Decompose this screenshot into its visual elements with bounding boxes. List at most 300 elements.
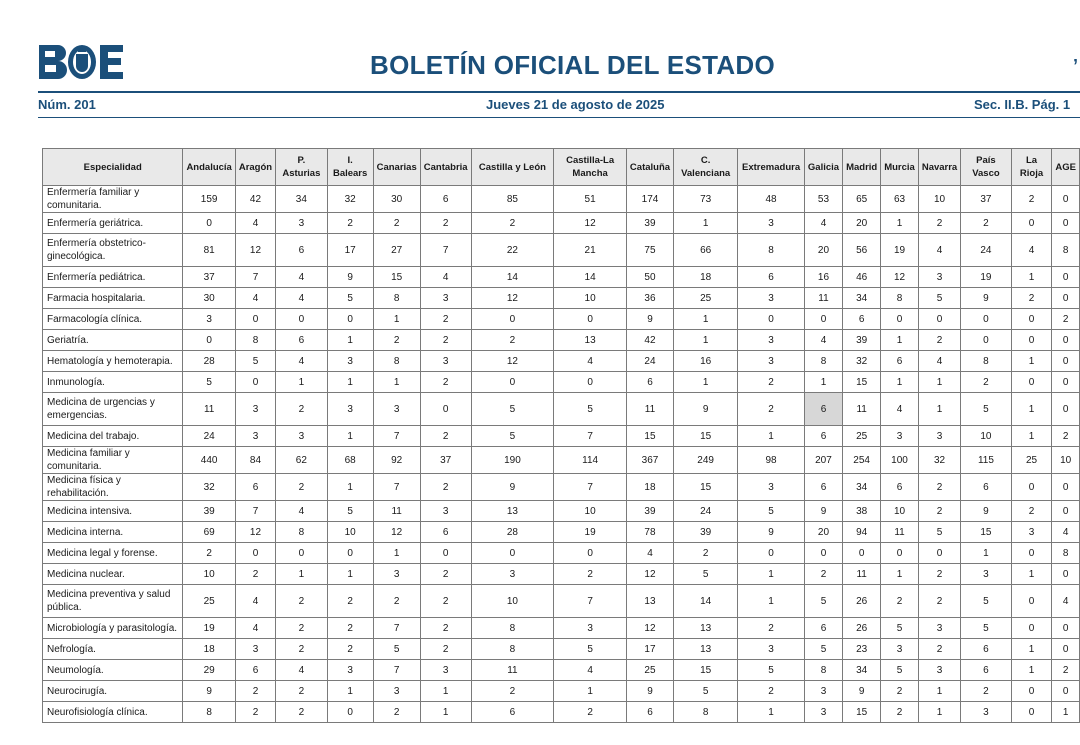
table-cell: 2 [1011,501,1052,522]
table-cell: 68 [327,447,373,474]
table-cell: 32 [327,186,373,213]
table-cell: 19 [961,267,1011,288]
table-cell: 9 [738,522,805,543]
table-cell: 9 [626,309,673,330]
table-cell: 4 [918,351,960,372]
table-cell: 1 [1011,660,1052,681]
table-cell: 2 [918,213,960,234]
table-cell: 1 [738,426,805,447]
table-cell: 3 [420,351,471,372]
table-cell: 9 [961,501,1011,522]
table-cell: 3 [1011,522,1052,543]
table-cell: 115 [961,447,1011,474]
table-cell: 78 [626,522,673,543]
table-cell: 0 [420,393,471,426]
table-cell: 440 [183,447,235,474]
table-cell: 11 [843,393,881,426]
table-cell: 7 [235,501,275,522]
table-cell: 0 [235,543,275,564]
table-cell: 75 [626,234,673,267]
table-cell: 1 [918,702,960,723]
table-cell: 8 [471,618,554,639]
table-cell: 13 [674,618,738,639]
table-cell: 5 [961,618,1011,639]
specialties-table [42,148,1080,723]
table-row [43,522,1080,543]
table-cell: 8 [471,639,554,660]
table-header [43,149,1080,186]
table-cell: 0 [554,543,627,564]
table-cell: 9 [471,474,554,501]
table-cell: 6 [738,267,805,288]
table-cell: 0 [1052,501,1080,522]
table-cell: 42 [626,330,673,351]
table-cell: 2 [276,393,328,426]
table-cell: 1 [918,372,960,393]
table-cell: 6 [961,660,1011,681]
specialty-name: Farmacología clínica. [43,309,183,330]
table-cell: 1 [738,585,805,618]
table-cell: 5 [881,618,919,639]
table-cell: 5 [373,639,420,660]
table-cell: 1 [918,681,960,702]
table-cell: 0 [327,543,373,564]
table-cell: 0 [276,543,328,564]
table-cell: 7 [554,426,627,447]
table-cell: 8 [674,702,738,723]
column-header: Madrid [843,149,881,186]
table-cell: 1 [327,330,373,351]
table-cell: 3 [881,639,919,660]
table-cell: 4 [804,330,842,351]
table-cell: 7 [420,234,471,267]
table-cell: 3 [804,681,842,702]
table-cell: 1 [1011,351,1052,372]
table-cell: 0 [420,543,471,564]
specialty-name: Medicina del trabajo. [43,426,183,447]
table-cell: 23 [843,639,881,660]
table-cell: 4 [276,660,328,681]
specialty-name: Neurofisiología clínica. [43,702,183,723]
table-cell: 1 [373,372,420,393]
table-cell: 13 [626,585,673,618]
table-cell: 1 [674,330,738,351]
table-cell: 0 [235,309,275,330]
table-cell: 2 [276,474,328,501]
table-cell: 13 [674,639,738,660]
table-row [43,501,1080,522]
table-cell: 34 [276,186,328,213]
specialty-name: Hematología y hemoterapia. [43,351,183,372]
specialty-name: Geriatría. [43,330,183,351]
table-cell: 5 [554,639,627,660]
table-cell: 12 [554,213,627,234]
table-cell: 3 [420,660,471,681]
table-cell: 30 [183,288,235,309]
table-cell: 2 [918,639,960,660]
table-cell: 1 [1011,564,1052,585]
table-cell: 0 [1052,288,1080,309]
table-cell: 24 [961,234,1011,267]
table-cell: 3 [918,618,960,639]
table-cell: 0 [738,543,805,564]
table-cell: 73 [674,186,738,213]
table-cell: 0 [918,543,960,564]
table-cell: 18 [183,639,235,660]
table-cell: 28 [471,522,554,543]
table-cell: 0 [1011,681,1052,702]
table-cell: 0 [881,309,919,330]
table-cell: 2 [738,372,805,393]
table-cell: 4 [626,543,673,564]
table-row [43,309,1080,330]
table-cell: 207 [804,447,842,474]
table-cell: 3 [804,702,842,723]
table-cell: 3 [276,426,328,447]
specialty-name: Medicina preventiva y salud pública. [43,585,183,618]
table-cell: 32 [843,351,881,372]
table-cell: 0 [471,309,554,330]
table-cell: 4 [554,660,627,681]
table-cell: 3 [471,564,554,585]
table-cell: 3 [327,393,373,426]
table-cell: 5 [674,564,738,585]
table-cell: 0 [327,702,373,723]
table-cell: 1 [738,564,805,585]
table-cell: 5 [918,288,960,309]
table-cell: 2 [276,681,328,702]
table-cell: 18 [674,267,738,288]
table-cell: 6 [804,474,842,501]
table-cell: 2 [183,543,235,564]
column-header: Andalucía [183,149,235,186]
table-cell: 2 [554,702,627,723]
table-cell: 1 [327,426,373,447]
table-cell: 2 [961,213,1011,234]
table-cell: 5 [183,372,235,393]
table-cell: 8 [961,351,1011,372]
table-cell: 114 [554,447,627,474]
column-header: P. Asturias [276,149,328,186]
table-cell: 4 [554,351,627,372]
specialty-name: Medicina nuclear. [43,564,183,585]
table-cell: 2 [420,309,471,330]
table-cell: 4 [1011,234,1052,267]
table-cell: 9 [843,681,881,702]
table-cell: 39 [183,501,235,522]
table-cell: 1 [420,681,471,702]
table-cell: 13 [471,501,554,522]
table-cell: 25 [183,585,235,618]
table-cell: 2 [420,474,471,501]
table-cell: 2 [918,474,960,501]
table-cell: 2 [327,639,373,660]
table-cell: 2 [1052,426,1080,447]
table-cell: 84 [235,447,275,474]
table-cell: 38 [843,501,881,522]
table-cell: 5 [327,501,373,522]
table-cell: 2 [961,372,1011,393]
specialty-name: Enfermería familiar y comunitaria. [43,186,183,213]
table-cell: 0 [1011,618,1052,639]
table-cell: 1 [1011,267,1052,288]
specialty-name: Inmunología. [43,372,183,393]
table-cell: 94 [843,522,881,543]
table-cell: 1 [881,213,919,234]
table-cell: 6 [471,702,554,723]
table-cell: 14 [674,585,738,618]
table-cell: 3 [235,639,275,660]
specialty-name: Medicina intensiva. [43,501,183,522]
table-cell: 0 [961,309,1011,330]
table-cell: 15 [961,522,1011,543]
table-cell: 8 [1052,234,1080,267]
table-cell: 11 [183,393,235,426]
table-cell: 12 [471,288,554,309]
table-cell: 65 [843,186,881,213]
table-cell: 5 [961,585,1011,618]
table-cell: 6 [843,309,881,330]
table-cell: 13 [554,330,627,351]
table-cell: 15 [674,474,738,501]
table-row [43,330,1080,351]
table-cell: 0 [1011,330,1052,351]
table-cell: 1 [881,372,919,393]
table-cell: 66 [674,234,738,267]
column-header: C. Valenciana [674,149,738,186]
table-row [43,618,1080,639]
table-cell: 3 [961,564,1011,585]
column-header: Canarias [373,149,420,186]
table-cell: 2 [420,639,471,660]
table-cell: 4 [235,585,275,618]
table-cell: 17 [626,639,673,660]
table-cell: 0 [1052,351,1080,372]
table-cell: 4 [276,501,328,522]
table-cell: 92 [373,447,420,474]
table-cell: 32 [183,474,235,501]
table-cell: 0 [738,309,805,330]
table-cell: 3 [918,267,960,288]
table-cell: 190 [471,447,554,474]
section-page: Sec. II.B. Pág. 1 [974,97,1071,112]
table-cell: 4 [804,213,842,234]
table-cell: 2 [327,618,373,639]
table-cell: 29 [183,660,235,681]
table-cell: 25 [1011,447,1052,474]
table-cell: 3 [420,501,471,522]
table-cell: 0 [471,372,554,393]
table-cell: 3 [276,213,328,234]
table-cell: 10 [881,501,919,522]
table-cell: 3 [738,288,805,309]
table-cell: 2 [881,681,919,702]
table-cell: 2 [235,564,275,585]
specialty-name: Enfermería geriátrica. [43,213,183,234]
table-cell: 39 [626,501,673,522]
specialty-name: Nefrología. [43,639,183,660]
table-cell: 12 [373,522,420,543]
column-header: Aragón [235,149,275,186]
table-cell: 7 [373,474,420,501]
table-cell: 0 [1011,474,1052,501]
table-cell: 36 [626,288,673,309]
table-row [43,702,1080,723]
table-cell: 2 [276,639,328,660]
table-cell: 6 [804,618,842,639]
table-cell: 8 [276,522,328,543]
table-cell: 1 [373,543,420,564]
table-cell: 10 [918,186,960,213]
table-cell: 1 [1011,393,1052,426]
table-cell: 1 [276,564,328,585]
table-cell: 8 [373,288,420,309]
table-cell: 14 [554,267,627,288]
table-cell: 25 [674,288,738,309]
table-cell: 2 [373,702,420,723]
column-header: Cantabria [420,149,471,186]
table-cell: 2 [276,702,328,723]
table-cell: 0 [1052,639,1080,660]
table-cell: 85 [471,186,554,213]
table-cell: 16 [674,351,738,372]
column-header: La Rioja [1011,149,1052,186]
table-cell: 0 [1052,393,1080,426]
table-cell: 0 [1052,186,1080,213]
table-cell: 1 [738,702,805,723]
table-cell: 3 [918,426,960,447]
table-cell: 3 [373,393,420,426]
column-header: Extremadura [738,149,805,186]
table-cell: 15 [843,372,881,393]
table-cell: 367 [626,447,673,474]
table-cell: 0 [554,372,627,393]
issue-date: Jueves 21 de agosto de 2025 [486,97,665,112]
table-cell: 0 [1011,372,1052,393]
table-cell: 3 [918,660,960,681]
table-cell: 0 [276,309,328,330]
table-cell: 4 [235,618,275,639]
table-cell: 1 [1052,702,1080,723]
table-cell: 0 [1052,618,1080,639]
table-cell: 11 [804,288,842,309]
table-cell: 0 [1011,309,1052,330]
table-cell: 5 [881,660,919,681]
edge-mark: ’ [1073,56,1079,76]
column-header: Galicia [804,149,842,186]
table-cell: 0 [183,213,235,234]
table-cell: 2 [235,702,275,723]
table-cell: 8 [738,234,805,267]
table-cell: 2 [471,213,554,234]
specialty-name: Neurocirugía. [43,681,183,702]
table-cell: 3 [738,639,805,660]
table-cell: 6 [276,330,328,351]
table-cell: 39 [626,213,673,234]
table-cell: 24 [183,426,235,447]
specialty-name: Enfermería pediátrica. [43,267,183,288]
table-row [43,351,1080,372]
table-cell: 7 [554,474,627,501]
column-header: País Vasco [961,149,1011,186]
table-cell: 12 [235,522,275,543]
table-cell: 11 [881,522,919,543]
table-cell: 53 [804,186,842,213]
table-cell: 2 [420,618,471,639]
table-cell: 3 [235,393,275,426]
table-cell: 254 [843,447,881,474]
table-cell: 3 [738,213,805,234]
table-cell: 1 [674,372,738,393]
table-cell: 11 [626,393,673,426]
table-cell: 27 [373,234,420,267]
table-cell: 32 [918,447,960,474]
table-cell: 2 [1052,309,1080,330]
table-cell: 0 [554,309,627,330]
table-cell: 5 [471,393,554,426]
table-cell: 6 [961,474,1011,501]
table-row [43,393,1080,426]
table-body [43,186,1080,723]
specialty-name: Medicina de urgencias y emergencias. [43,393,183,426]
table-cell: 0 [235,372,275,393]
table-cell: 0 [1052,213,1080,234]
table-row [43,543,1080,564]
table-cell: 6 [961,639,1011,660]
table-cell: 20 [804,522,842,543]
table-cell: 8 [373,351,420,372]
header-rule-top [38,91,1080,93]
table-cell: 3 [235,426,275,447]
table-cell: 5 [235,351,275,372]
table-cell: 8 [804,351,842,372]
table-cell: 0 [1052,372,1080,393]
table-cell: 39 [674,522,738,543]
table-cell: 20 [843,213,881,234]
table-cell: 0 [1052,681,1080,702]
table-cell: 9 [961,288,1011,309]
table-cell: 34 [843,288,881,309]
table-cell: 1 [961,543,1011,564]
table-cell: 9 [626,681,673,702]
column-header: Murcia [881,149,919,186]
table-cell: 1 [276,372,328,393]
table-cell: 1 [327,681,373,702]
table-cell: 6 [276,234,328,267]
table-row [43,681,1080,702]
table-cell: 159 [183,186,235,213]
table-cell: 2 [471,330,554,351]
table-row [43,288,1080,309]
column-header: Cataluña [626,149,673,186]
specialty-name: Medicina familiar y comunitaria. [43,447,183,474]
table-cell: 6 [881,474,919,501]
table-cell: 5 [738,501,805,522]
table-cell: 0 [881,543,919,564]
table-cell: 2 [471,681,554,702]
table-cell: 15 [843,702,881,723]
table-cell: 1 [1011,639,1052,660]
table-cell: 11 [843,564,881,585]
table-cell: 62 [276,447,328,474]
table-cell: 4 [235,213,275,234]
table-cell: 15 [674,426,738,447]
table-cell: 3 [327,351,373,372]
table-row [43,564,1080,585]
table-cell: 2 [373,213,420,234]
table-cell: 28 [183,351,235,372]
table-cell: 9 [804,501,842,522]
